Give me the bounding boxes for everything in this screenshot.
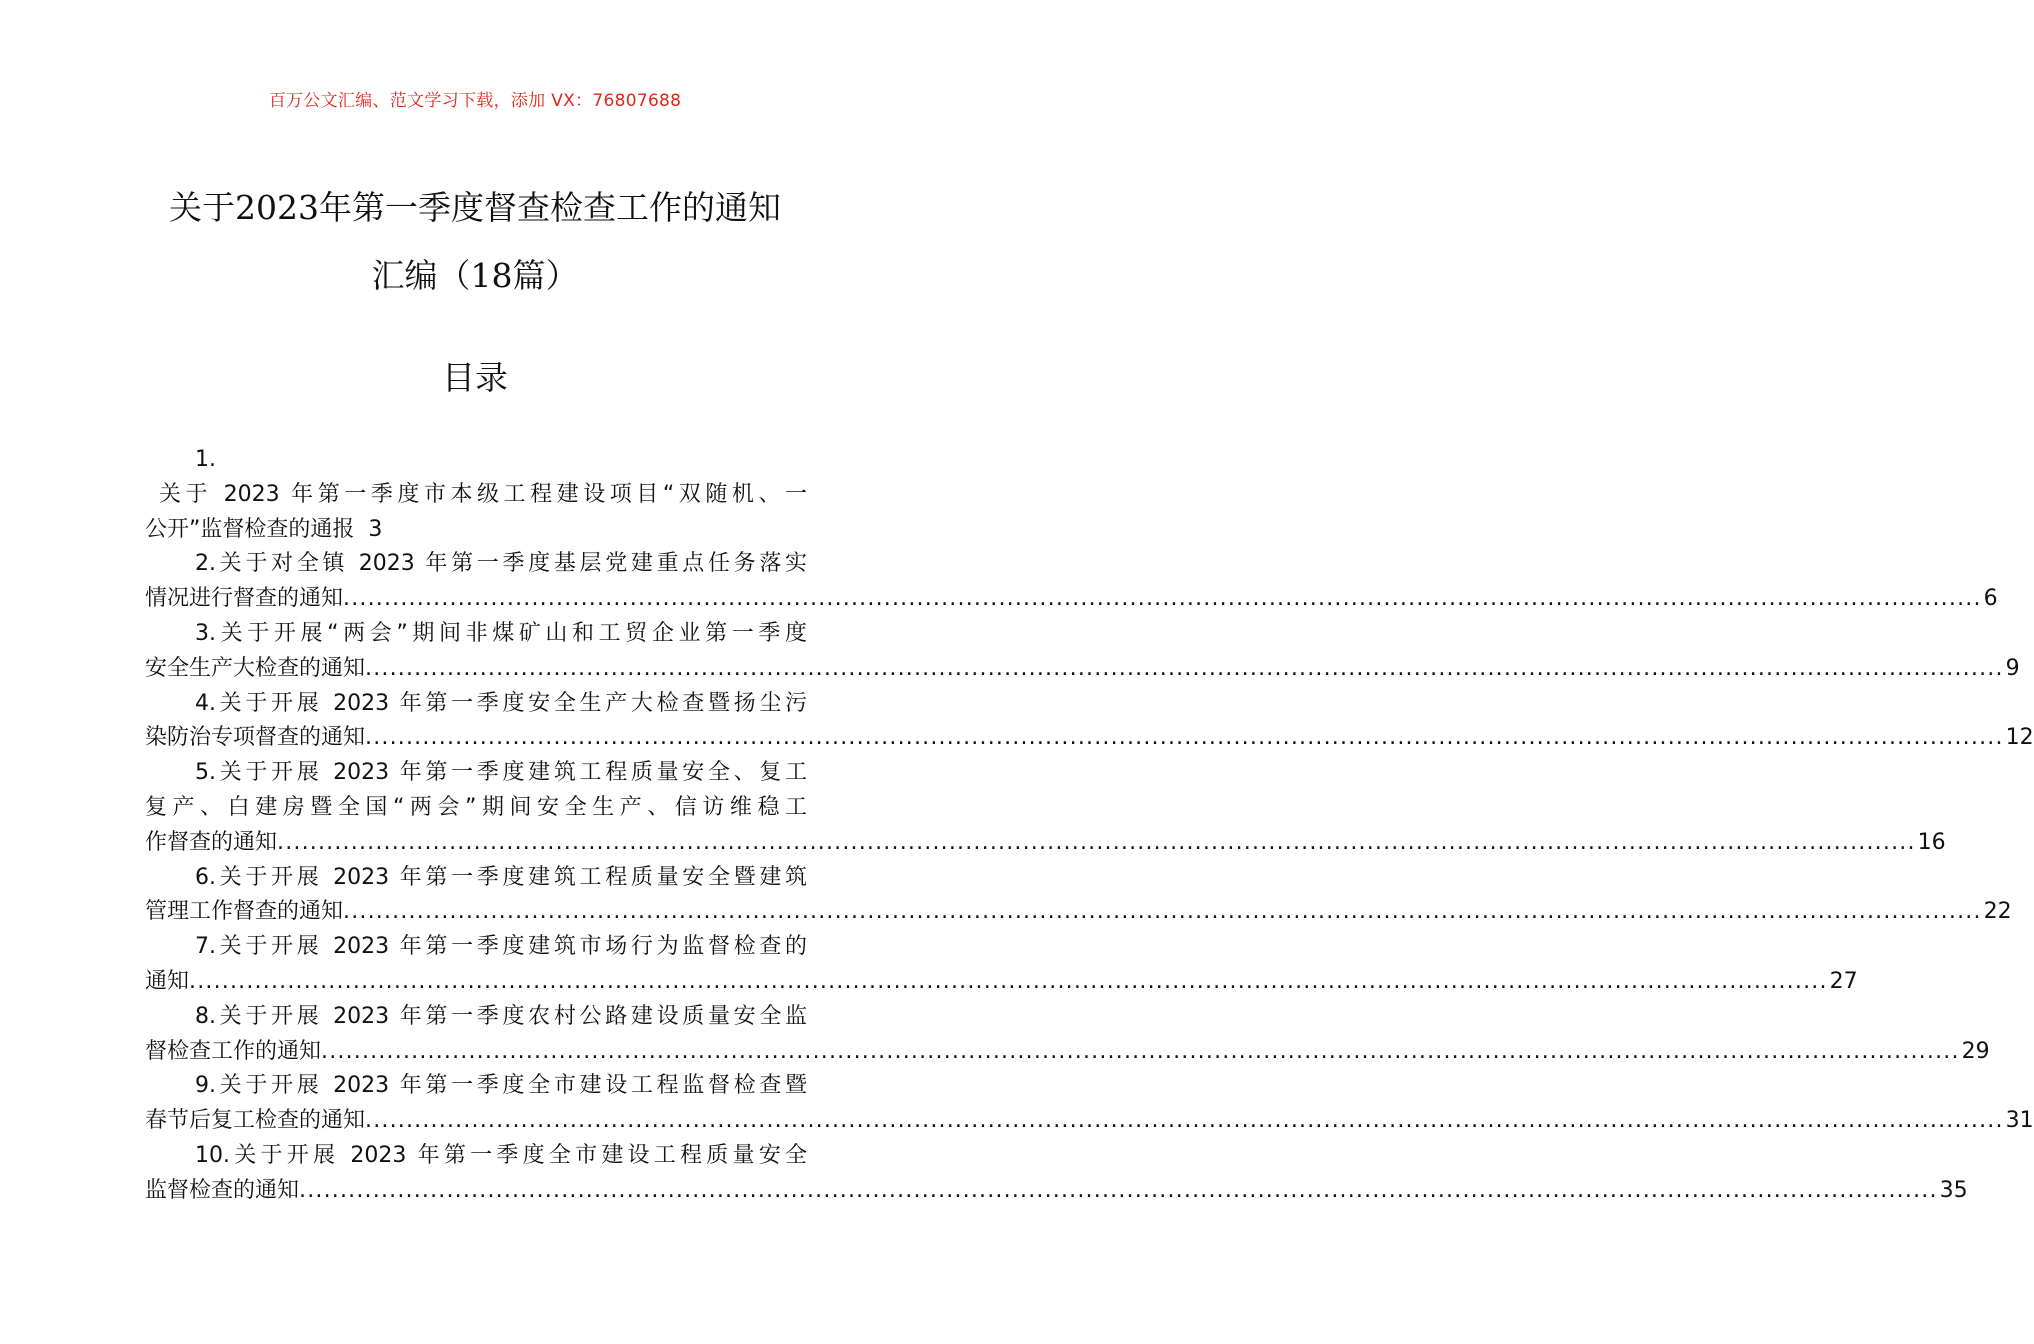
toc-entry-leader-line (145, 652, 2020, 687)
toc-entry-page: 12 (2005, 725, 2034, 751)
toc-entry-page: 31 (2005, 1108, 2034, 1134)
toc-entry-1[interactable] (145, 443, 807, 547)
toc-entry-line: 关于 2023 年第一季度市本级工程建设项目“双随机、一 (159, 481, 807, 507)
toc-entry-line: 7.关于开展 2023 年第一季度建筑市场行为监督检查的 (195, 934, 807, 960)
toc-entry-line: 2.关于对全镇 2023 年第一季度基层党建重点任务落实 (195, 551, 807, 577)
toc-entry-4[interactable] (145, 687, 2034, 757)
dot-leader: ........................................................................................................................................................................................................ (277, 829, 1916, 855)
toc-entry-text: 公开”监督检查的通报 (145, 516, 355, 542)
toc-entry-leader-line (145, 721, 2034, 756)
toc-entry-leader-line (145, 965, 1858, 1000)
toc-entry-text: 春节后复工检查的通知 (145, 1108, 366, 1134)
toc-entry-page: 29 (1961, 1038, 1990, 1064)
title2-count: 18 (470, 256, 513, 295)
toc-entry-3[interactable] (145, 617, 2020, 687)
dot-leader: ........................................................................................................................................................................................................ (365, 655, 2004, 681)
header-note: 百万公文汇编、范文学习下载，添加 VX：76807688 (268, 91, 682, 111)
title-suffix: 年第一季度督查检查工作的通知 (318, 188, 781, 227)
toc-entry-leader-line (145, 1104, 2034, 1139)
toc-entry-line: 8.关于开展 2023 年第一季度农村公路建设质量安全监 (195, 1003, 807, 1029)
document-title-line-1 (0, 182, 950, 229)
toc-entry-line: 5.关于开展 2023 年第一季度建筑工程质量安全、复工 (195, 760, 807, 786)
toc-entry-line: 10.关于开展 2023 年第一季度全市建设工程质量安全 (195, 1142, 807, 1168)
toc-entry-text: 染防治专项督查的通知 (145, 725, 366, 751)
toc-heading: 目录 (442, 358, 508, 397)
toc-entry-7[interactable] (145, 930, 1858, 1000)
toc-entry-text: 安全生产大检查的通知 (145, 655, 366, 681)
toc-entry-page: 35 (1939, 1177, 1968, 1203)
toc-entry-page: 27 (1829, 968, 1858, 994)
toc-entry-page: 3 (368, 516, 383, 542)
toc-entry-6[interactable] (145, 861, 2012, 931)
toc-entry-10[interactable] (145, 1139, 1968, 1209)
toc-entry-text: 作督查的通知 (145, 829, 278, 855)
toc-entry-line: 9.关于开展 2023 年第一季度全市建设工程监督检查暨 (195, 1073, 807, 1099)
toc-entry-line (145, 513, 807, 548)
toc-entry-text: 情况进行督查的通知 (145, 586, 344, 612)
title2-prefix: 汇编（ (371, 256, 471, 295)
toc-entry-text: 通知 (145, 968, 190, 994)
toc-entry-text: 管理工作督查的通知 (145, 899, 344, 925)
toc-entry-number: 1. (195, 447, 216, 472)
toc-entry-text: 监督检查的通知 (145, 1177, 300, 1203)
dot-leader: ........................................................................................................................................................................................................ (321, 1038, 1960, 1064)
toc-entry-9[interactable] (145, 1069, 2034, 1139)
toc-entry-line: 复产、白建房暨全国“两会”期间安全生产、信访维稳工 (145, 794, 807, 820)
toc-entry-leader-line (145, 895, 2012, 930)
toc-entry-page: 6 (1983, 586, 1998, 612)
dot-leader: ........................................................................................................................................................................................................ (343, 586, 1982, 612)
title2-suffix: 篇） (512, 256, 579, 295)
dot-leader: ........................................................................................................................................................................................................ (365, 725, 2004, 751)
dot-leader: ........................................................................................................................................................................................................ (299, 1177, 1938, 1203)
toc-entry-leader-line (145, 1035, 1990, 1070)
table-of-contents (145, 443, 2034, 1209)
dot-leader: ........................................................................................................................................................................................................ (365, 1108, 2004, 1134)
dot-leader: ........................................................................................................................................................................................................ (189, 968, 1828, 994)
document-title-line-2 (0, 250, 950, 297)
toc-entry-page: 22 (1983, 899, 2012, 925)
toc-entry-leader-line (145, 1174, 1968, 1209)
title-prefix: 关于 (169, 188, 235, 227)
toc-entry-leader-line (145, 582, 1998, 617)
toc-entry-leader-line (145, 826, 1946, 861)
toc-entry-line: 4.关于开展 2023 年第一季度安全生产大检查暨扬尘污 (195, 690, 807, 716)
title-year: 2023 (235, 188, 319, 227)
toc-entry-text: 督检查工作的通知 (145, 1038, 322, 1064)
toc-entry-line: 3.关于开展“两会”期间非煤矿山和工贸企业第一季度 (195, 620, 807, 646)
dot-leader: ........................................................................................................................................................................................................ (343, 899, 1982, 925)
toc-entry-5[interactable] (145, 756, 1946, 860)
toc-entry-page: 16 (1917, 829, 1946, 855)
toc-entry-page: 9 (2005, 655, 2020, 681)
toc-entry-2[interactable] (145, 547, 1998, 617)
toc-entry-8[interactable] (145, 1000, 1990, 1070)
toc-entry-line: 6.关于开展 2023 年第一季度建筑工程质量安全暨建筑 (195, 864, 807, 890)
